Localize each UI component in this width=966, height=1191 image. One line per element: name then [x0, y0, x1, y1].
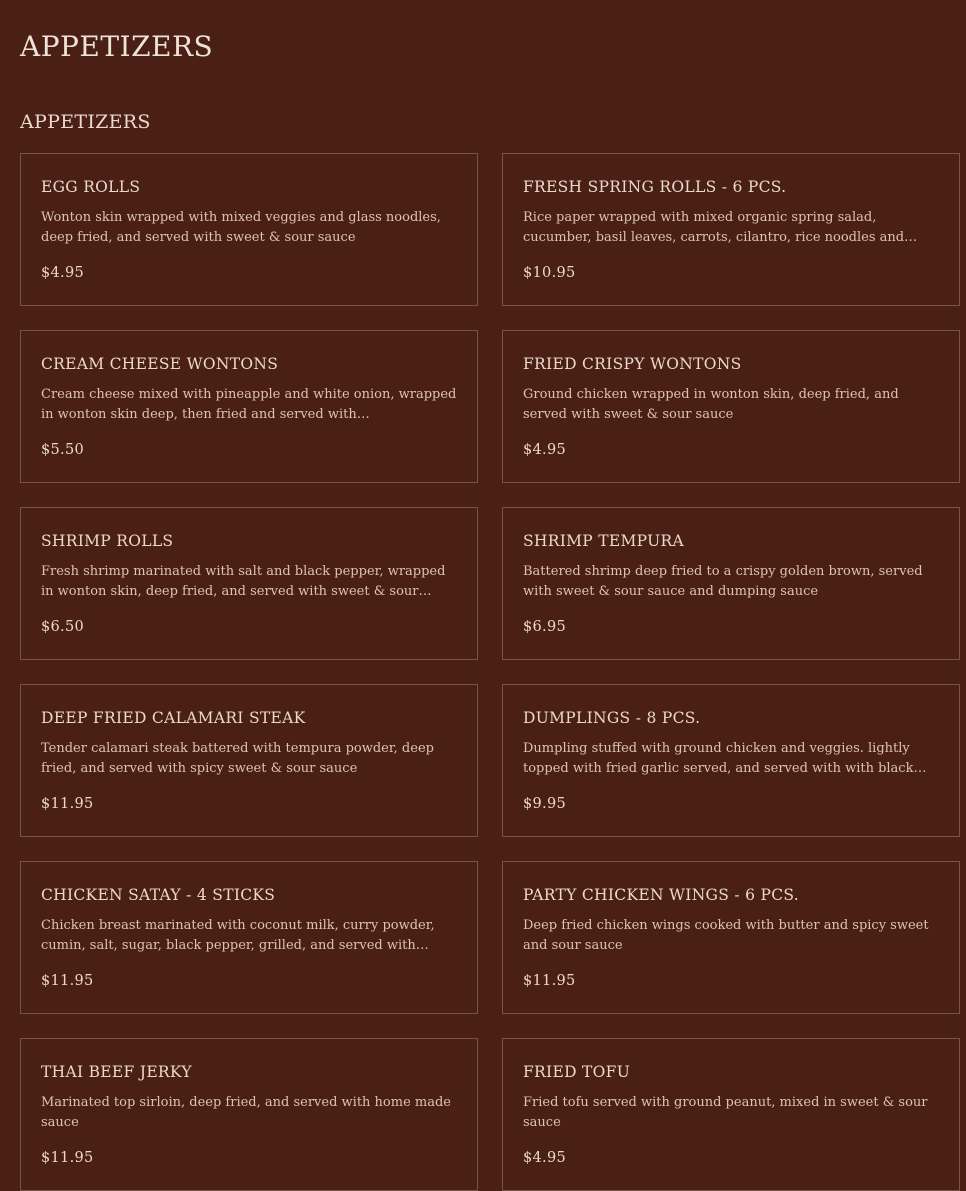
menu-item-card[interactable]: [502, 861, 960, 1014]
item-price: $4.95: [41, 265, 85, 281]
item-name: CHICKEN SATAY - 4 STICKS: [41, 886, 276, 904]
menu-item-card[interactable]: [20, 1038, 478, 1191]
menu-item-card[interactable]: [502, 507, 960, 660]
item-description: Marinated top sirloin, deep fried, and served with home made sauce: [41, 1095, 451, 1130]
menu-item-card[interactable]: [502, 1038, 960, 1191]
item-price: $11.95: [41, 973, 94, 989]
item-price: $11.95: [523, 973, 576, 989]
item-name: SHRIMP TEMPURA: [523, 532, 684, 550]
item-price: $4.95: [523, 442, 567, 458]
section-title: APPETIZERS: [20, 111, 151, 133]
item-price: $6.50: [41, 619, 85, 635]
page-title: APPETIZERS: [20, 30, 214, 63]
item-price: $11.95: [41, 796, 94, 812]
menu-item-card[interactable]: [20, 153, 478, 306]
menu-item-card[interactable]: [20, 861, 478, 1014]
item-price: $11.95: [41, 1150, 94, 1166]
item-description: Battered shrimp deep fried to a crispy golden brown, served with sweet & sour sauce and dumping sauce: [523, 564, 923, 599]
menu-item-card[interactable]: [502, 153, 960, 306]
menu-item-card[interactable]: [20, 684, 478, 837]
item-price: $4.95: [523, 1150, 567, 1166]
item-description: Ground chicken wrapped in wonton skin, deep fried, and served with sweet & sour sauce: [523, 387, 899, 422]
item-price: $5.50: [41, 442, 85, 458]
item-price: $9.95: [523, 796, 567, 812]
item-name: CREAM CHEESE WONTONS: [41, 355, 279, 373]
item-description: Cream cheese mixed with pineapple and white onion, wrapped in wonton skin deep, then fried and served with…: [41, 387, 457, 422]
menu-item-card[interactable]: [20, 330, 478, 483]
item-name: FRESH SPRING ROLLS - 6 PCS.: [523, 178, 787, 196]
item-name: SHRIMP ROLLS: [41, 532, 174, 550]
item-description: Deep fried chicken wings cooked with butter and spicy sweet and sour sauce: [523, 918, 929, 953]
item-description: Dumpling stuffed with ground chicken and veggies. lightly topped with fried garlic served, and served with with black…: [523, 741, 927, 776]
item-name: DUMPLINGS - 8 PCS.: [523, 709, 701, 727]
item-description: Chicken breast marinated with coconut milk, curry powder, cumin, salt, sugar, black pepper, grilled, and served with…: [41, 918, 435, 953]
item-name: PARTY CHICKEN WINGS - 6 PCS.: [523, 886, 800, 904]
item-name: THAI BEEF JERKY: [41, 1063, 192, 1081]
item-name: FRIED CRISPY WONTONS: [523, 355, 742, 373]
menu-item-card[interactable]: [502, 330, 960, 483]
item-name: FRIED TOFU: [523, 1063, 631, 1081]
item-description: Fresh shrimp marinated with salt and black pepper, wrapped in wonton skin, deep fried, and served with sweet & sour…: [41, 564, 446, 599]
item-description: Wonton skin wrapped with mixed veggies and glass noodles, deep fried, and served with sweet & sour sauce: [41, 210, 441, 245]
menu-item-card[interactable]: [502, 684, 960, 837]
item-description: Fried tofu served with ground peanut, mixed in sweet & sour sauce: [523, 1095, 928, 1130]
item-name: DEEP FRIED CALAMARI STEAK: [41, 709, 306, 727]
item-description: Rice paper wrapped with mixed organic spring salad, cucumber, basil leaves, carrots, cilantro, rice noodles and…: [523, 210, 918, 245]
item-name: EGG ROLLS: [41, 178, 141, 196]
item-description: Tender calamari steak battered with tempura powder, deep fried, and served with spicy sweet & sour sauce: [41, 741, 434, 776]
item-price: $6.95: [523, 619, 567, 635]
menu-item-card[interactable]: [20, 507, 478, 660]
item-price: $10.95: [523, 265, 576, 281]
menu-item-grid: [20, 153, 946, 1191]
